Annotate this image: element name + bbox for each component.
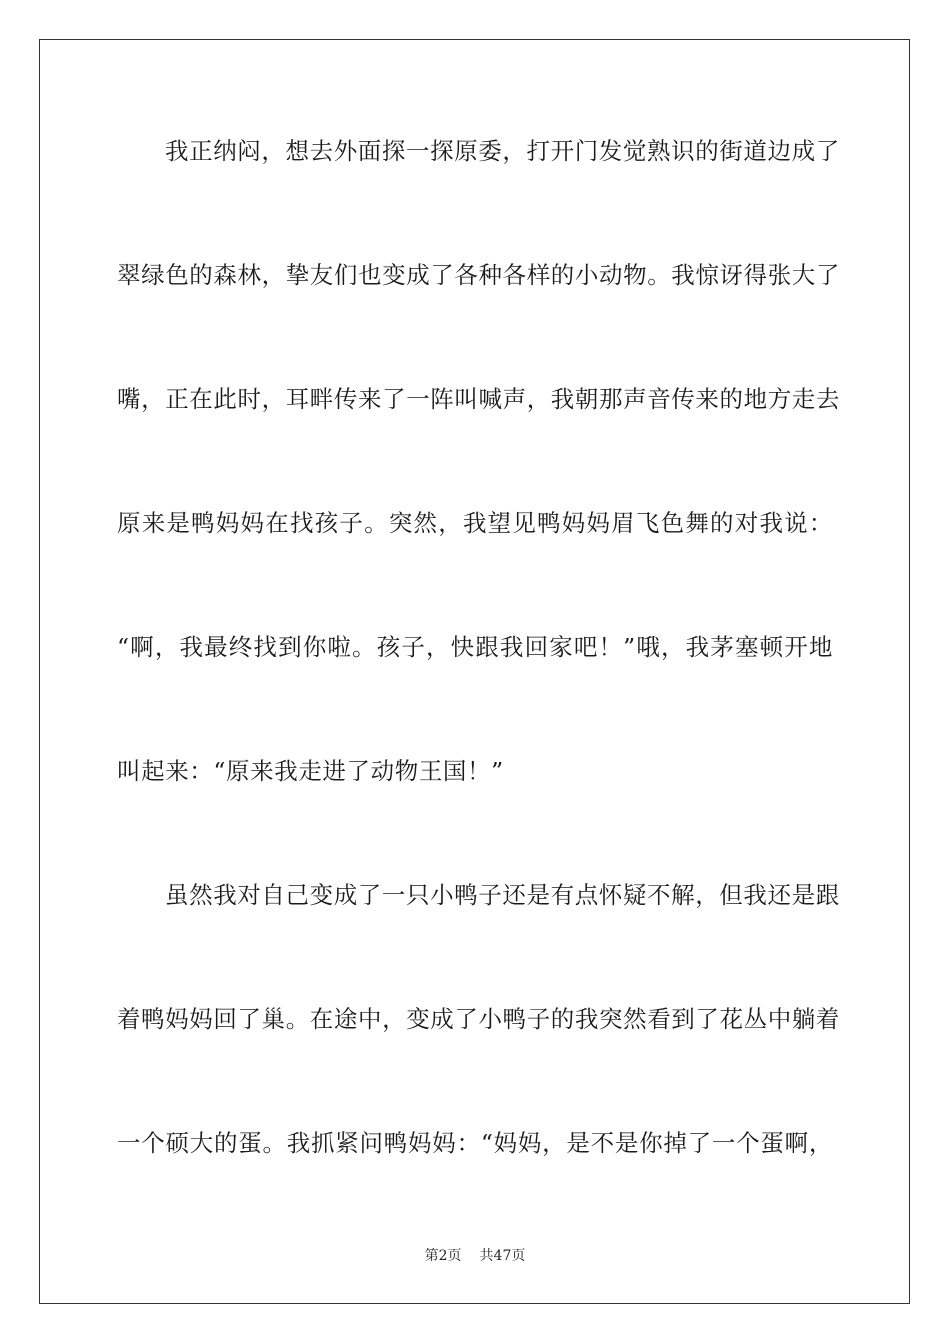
page-footer <box>0 1247 950 1265</box>
paragraph-line-2: 翠绿色的森林，挚友们也变成了各种各样的小动物。我惊讶得张大了 <box>117 261 840 289</box>
paragraph-line-6: 叫起来：“原来我走进了动物王国！” <box>117 757 504 785</box>
page-number: 第2页 <box>424 1248 462 1264</box>
paragraph-line-1: 我正纳闷，想去外面探一探原委，打开门发觉熟识的街道边成了 <box>165 137 840 165</box>
paragraph-line-3: 嘴，正在此时，耳畔传来了一阵叫喊声，我朝那声音传来的地方走去 <box>117 385 840 413</box>
paragraph-line-8: 着鸭妈妈回了巢。在途中，变成了小鸭子的我突然看到了花丛中躺着 <box>117 1005 840 1033</box>
paragraph-line-7: 虽然我对自己变成了一只小鸭子还是有点怀疑不解，但我还是跟 <box>165 881 840 909</box>
paragraph-line-4: 原来是鸭妈妈在找孩子。突然，我望见鸭妈妈眉飞色舞的对我说： <box>117 509 833 537</box>
page-total: 共47页 <box>479 1248 526 1264</box>
page-frame <box>39 39 910 1304</box>
paragraph-line-5: “啊，我最终找到你啦。孩子，快跟我回家吧！”哦，我茅塞顿开地 <box>117 633 833 661</box>
paragraph-line-9: 一个硕大的蛋。我抓紧问鸭妈妈：“妈妈，是不是你掉了一个蛋啊， <box>117 1129 833 1157</box>
